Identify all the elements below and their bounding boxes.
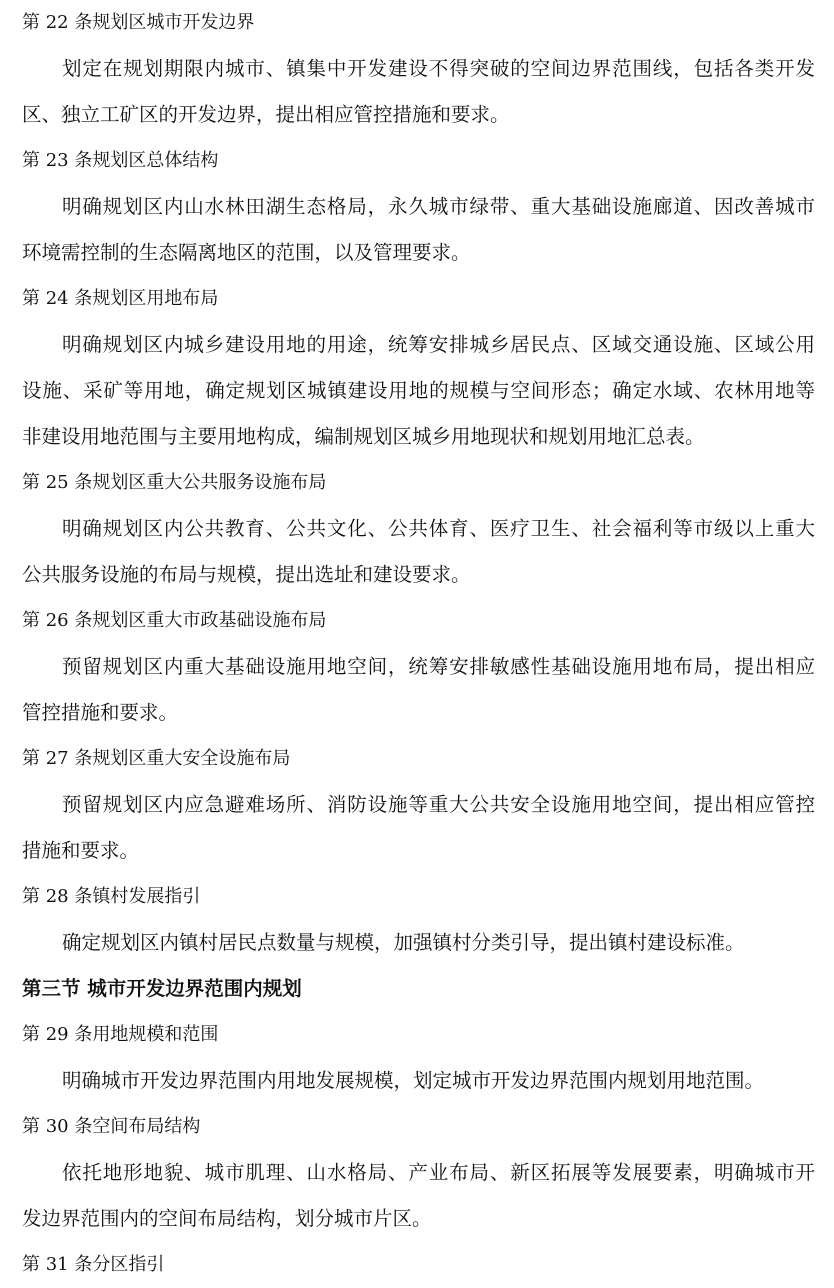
text-line: 明确规划区内城乡建设用地的用途，统筹安排城乡居民点、区域交通设施、区域公用 xyxy=(62,333,815,356)
text-line: 划定在规划期限内城市、镇集中开发建设不得突破的空间边界范围线，包括各类开发 xyxy=(62,57,815,80)
article-heading xyxy=(22,138,815,184)
text-line: 区、独立工矿区的开发边界，提出相应管控措施和要求。 xyxy=(22,103,510,126)
article-heading xyxy=(22,1104,815,1150)
text-line: 第 31 条分区指引 xyxy=(22,1254,165,1275)
article-heading xyxy=(22,598,815,644)
text-line: 第 22 条规划区城市开发边界 xyxy=(22,12,255,33)
article-heading xyxy=(22,1012,815,1058)
text-line: 第 30 条空间布局结构 xyxy=(22,1116,201,1137)
text-line: 第 23 条规划区总体结构 xyxy=(22,150,219,171)
text-line: 依托地形地貌、城市肌理、山水格局、产业布局、新区拓展等发展要素，明确城市开 xyxy=(62,1161,815,1184)
text-line: 第 26 条规划区重大市政基础设施布局 xyxy=(22,610,327,631)
text-line: 措施和要求。 xyxy=(22,839,140,862)
paragraph xyxy=(22,46,815,138)
text-line: 环境需控制的生态隔离地区的范围，以及管理要求。 xyxy=(22,241,471,264)
article-heading xyxy=(22,460,815,506)
text-line: 确定规划区内镇村居民点数量与规模，加强镇村分类引导，提出镇村建设标准。 xyxy=(62,931,745,954)
text-line: 第 28 条镇村发展指引 xyxy=(22,886,201,907)
text-line: 明确规划区内山水林田湖生态格局，永久城市绿带、重大基础设施廊道、因改善城市 xyxy=(62,195,815,218)
article-heading xyxy=(22,874,815,920)
paragraph xyxy=(22,506,815,598)
article-heading xyxy=(22,276,815,322)
paragraph xyxy=(22,644,815,736)
text-line: 第 25 条规划区重大公共服务设施布局 xyxy=(22,472,327,493)
paragraph xyxy=(22,920,815,966)
paragraph xyxy=(22,782,815,874)
text-line: 第 27 条规划区重大安全设施布局 xyxy=(22,748,291,769)
text-line: 非建设用地范围与主要用地构成，编制规划区城乡用地现状和规划用地汇总表。 xyxy=(22,425,705,448)
section-heading xyxy=(22,966,815,1012)
article-heading xyxy=(22,0,815,46)
paragraph xyxy=(22,184,815,276)
text-line: 第三节 城市开发边界范围内规划 xyxy=(22,977,302,1000)
article-heading xyxy=(22,1242,815,1288)
document-body xyxy=(22,0,815,1288)
text-line: 预留规划区内应急避难场所、消防设施等重大公共安全设施用地空间，提出相应管控 xyxy=(62,793,815,816)
text-line: 管控措施和要求。 xyxy=(22,701,179,724)
paragraph xyxy=(22,1058,815,1104)
text-line: 明确规划区内公共教育、公共文化、公共体育、医疗卫生、社会福利等市级以上重大 xyxy=(62,517,815,540)
text-line: 预留规划区内重大基础设施用地空间，统筹安排敏感性基础设施用地布局，提出相应 xyxy=(62,655,815,678)
text-line: 明确城市开发边界范围内用地发展规模，划定城市开发边界范围内规划用地范围。 xyxy=(62,1069,765,1092)
text-line: 发边界范围内的空间布局结构，划分城市片区。 xyxy=(22,1207,432,1230)
text-line: 设施、采矿等用地，确定规划区城镇建设用地的规模与空间形态；确定水域、农林用地等 xyxy=(22,379,815,402)
paragraph xyxy=(22,322,815,460)
text-line: 公共服务设施的布局与规模，提出选址和建设要求。 xyxy=(22,563,471,586)
article-heading xyxy=(22,736,815,782)
text-line: 第 29 条用地规模和范围 xyxy=(22,1024,219,1045)
paragraph xyxy=(22,1150,815,1242)
text-line: 第 24 条规划区用地布局 xyxy=(22,288,219,309)
